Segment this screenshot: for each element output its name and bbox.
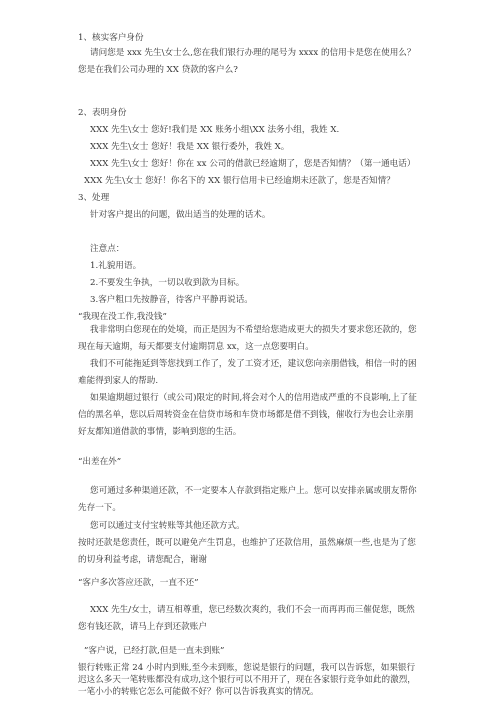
handle-intro: 针对客户提出的问题，做出适当的处理的话术。 (90, 210, 271, 220)
scenario-title-no-job: “我现在没工作,我没钱” (78, 312, 167, 322)
scenario-title-traveling: “出差在外” (78, 457, 122, 467)
section-body-verify: 请问您是 xxx 先生\女士么,您在我们银行办理的尾号为 xxxx 的信用卡是您在使用么？您是在我们公司办理的 XX 贷款的客户么? (78, 48, 416, 75)
scenario-paragraph: 银行转账正常 24 小时内到账,至今未到账，您说是银行的问题，我可以告诉您，如果银行迟这么多天一笔转账都没有成功,这个银行可以不用开了，现在各家银行竞争如此的激烈，一笔小小的转账它怎么可能做不好？你可以告诉我真实的情况。 (78, 663, 416, 697)
scenario-paragraph: 您可通过多种渠道还款，不一定要本人存款到指定账户上。您可以安排亲属或朋友帮你先存一下。 (78, 486, 417, 513)
identify-line-4: XXX 先生\女士 您好！你名下的 XX 银行信用卡已经逾期未还款了，您是否知情？ (84, 176, 395, 186)
scenario-title-broken-promises: “客户多次答应还款，一直不还” (78, 578, 199, 588)
section-heading-identify: 2、表明身份 (78, 108, 127, 118)
note-item-2: 2.不要发生争执，一切以收到款为目标。 (90, 278, 245, 288)
scenario-paragraph: XXX 先生/女士，请互相尊重，您已经数次爽约，我们不会一而再再而三催促您，既然您有钱还款，请马上存到还款账户 (78, 605, 415, 632)
notes-title: 注意点： (90, 244, 125, 254)
scenario-paragraph: 按时还款是您责任，既可以避免产生罚息，也维护了还款信用，虽然麻烦一些,也是为了您的切身利益考虑，请您配合，谢谢 (78, 538, 416, 565)
identify-line-1: XXX 先生\女士 您好!我们是 XX 账务小组\XX 法务小组，我姓 X. (90, 125, 340, 135)
section-heading-handle: 3、处理 (78, 193, 110, 203)
identify-line-2: XXX 先生\女士 您好！我是 XX 银行委外，我姓 X。 (90, 142, 290, 152)
identify-line-3: XXX 先生\女士 您好！你在 xx 公司的借款已经逾期了，您是否知情？（第一通电话） (90, 159, 416, 169)
scenario-paragraph: 如果逾期超过银行（或公司)限定的时间,将会对个人的信用造成严重的不良影响,上了征信的黑名单，您以后周转资金在信贷市场和车贷市场都是借不到钱，催收行为也会让亲朋好友都知道借款的事情，影响到您的生活。 (78, 393, 417, 437)
scenario-paragraph: 您可以通过支付宝转账等其他还款方式。 (90, 521, 245, 531)
scenario-paragraph: 我非常明白您现在的处境，而正是因为不希望给您造成更大的损失才要求您还款的，您现在每天逾期，每天都要支付逾期罚息 xx，这一点您要明白。 (78, 325, 417, 352)
scenario-title-payment-not-arrived: ”客户说，已经打款,但是一直未到账” (84, 646, 225, 656)
section-heading-verify: 1、核实客户身份 (78, 33, 144, 43)
note-item-1: 1.礼貌用语。 (90, 261, 142, 271)
scenario-paragraph: 我们不可能拖延到等您找到工作了，发了工资才还，建议您向亲朋借钱，相信一时的困难能得到家人的帮助. (78, 359, 417, 386)
note-item-3: 3.客户粗口先按静音，待客户平静再说话。 (90, 295, 253, 305)
